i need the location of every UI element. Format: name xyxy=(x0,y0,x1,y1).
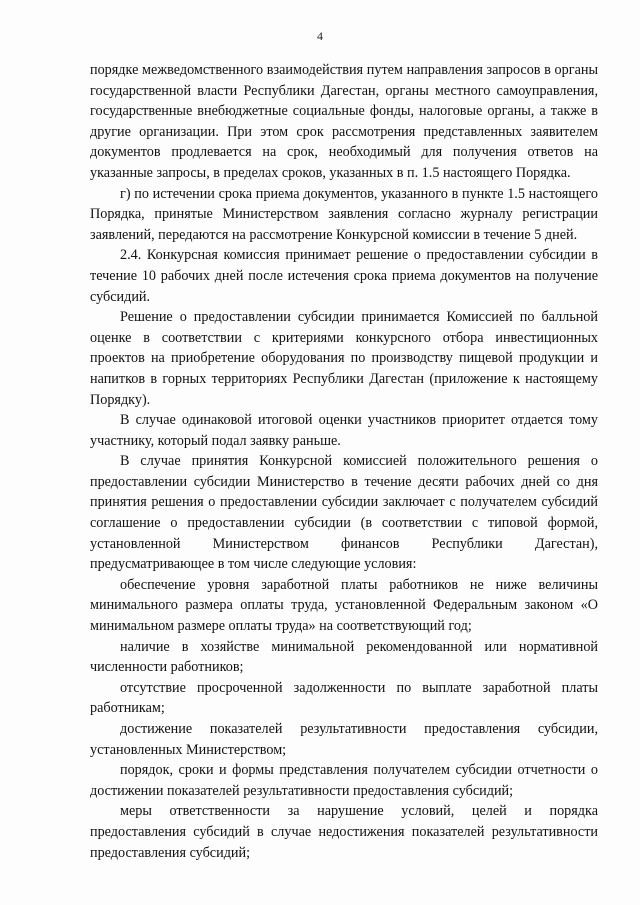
paragraph: меры ответственности за нарушение условий, целей и порядка предоставления субсидий в случае недостижения показателей результативности предоставления субсидий; xyxy=(90,803,598,861)
paragraph: порядке межведомственного взаимодействия путем направления запросов в органы государственной власти Республики Дагестан, органы местного самоуправления, государственные внебюджетные социальные фонды, налоговые органы, а также в другие организации. При этом срок рассмотрения представленных заявителем документов продлевается на срок, необходимый для получения ответов на указанные запросы, в пределах сроков, указанных в п. 1.5 настоящего Порядка. xyxy=(90,62,598,181)
paragraph: обеспечение уровня заработной платы работников не ниже величины минимального размера оплаты труда, установленной Федеральным законом «О минимальном размере оплаты труда» на соответствующий год; xyxy=(90,576,598,635)
paragraph: В случае одинаковой итоговой оценки участников приоритет отдается тому участнику, который подал заявку раньше. xyxy=(90,412,598,449)
paragraph: наличие в хозяйстве минимальной рекомендованной или нормативной численности работников; xyxy=(90,638,598,676)
paragraph: достижение показателей результативности предоставления субсидии, установленных Министерством; xyxy=(90,721,598,758)
document-body xyxy=(90,60,598,863)
paragraph: отсутствие просроченной задолженности по выплате заработной платы работникам; xyxy=(90,679,598,717)
paragraph: порядок, сроки и формы представления получателем субсидии отчетности о достижении показателей результативности предоставления субсидий; xyxy=(90,762,598,799)
paragraph: 2.4. Конкурсная комиссия принимает решение о предоставлении субсидии в течение 10 рабочих дней после истечения срока приема документов на получение субсидий. xyxy=(90,247,598,305)
paragraph: В случае принятия Конкурсной комиссией положительного решения о предоставлении субсидии Министерство в течение десяти рабочих дней со дня принятия решения о предоставлении субсидии заключает с получателем субсидий соглашение о предоставлении субсидии (в соответствии с типовой формой, установленной Министерством финансов Республики Дагестан), предусматривающее в том числе следующие условия: xyxy=(90,453,598,573)
paragraph: Решение о предоставлении субсидии принимается Комиссией по балльной оценке в соответствии с критериями конкурсного отбора инвестиционных проектов на приобретение оборудования по производству пищевой продукции и напитков в горных территориях Республики Дагестан (приложение к настоящему Порядку). xyxy=(90,309,598,408)
paragraph: г) по истечении срока приема документов, указанного в пункте 1.5 настоящего Порядка, принятые Министерством заявления согласно журналу регистрации заявлений, передаются на рассмотрение Конкурсной комиссии в течение 5 дней. xyxy=(90,185,598,243)
page-number: 4 xyxy=(317,29,323,43)
